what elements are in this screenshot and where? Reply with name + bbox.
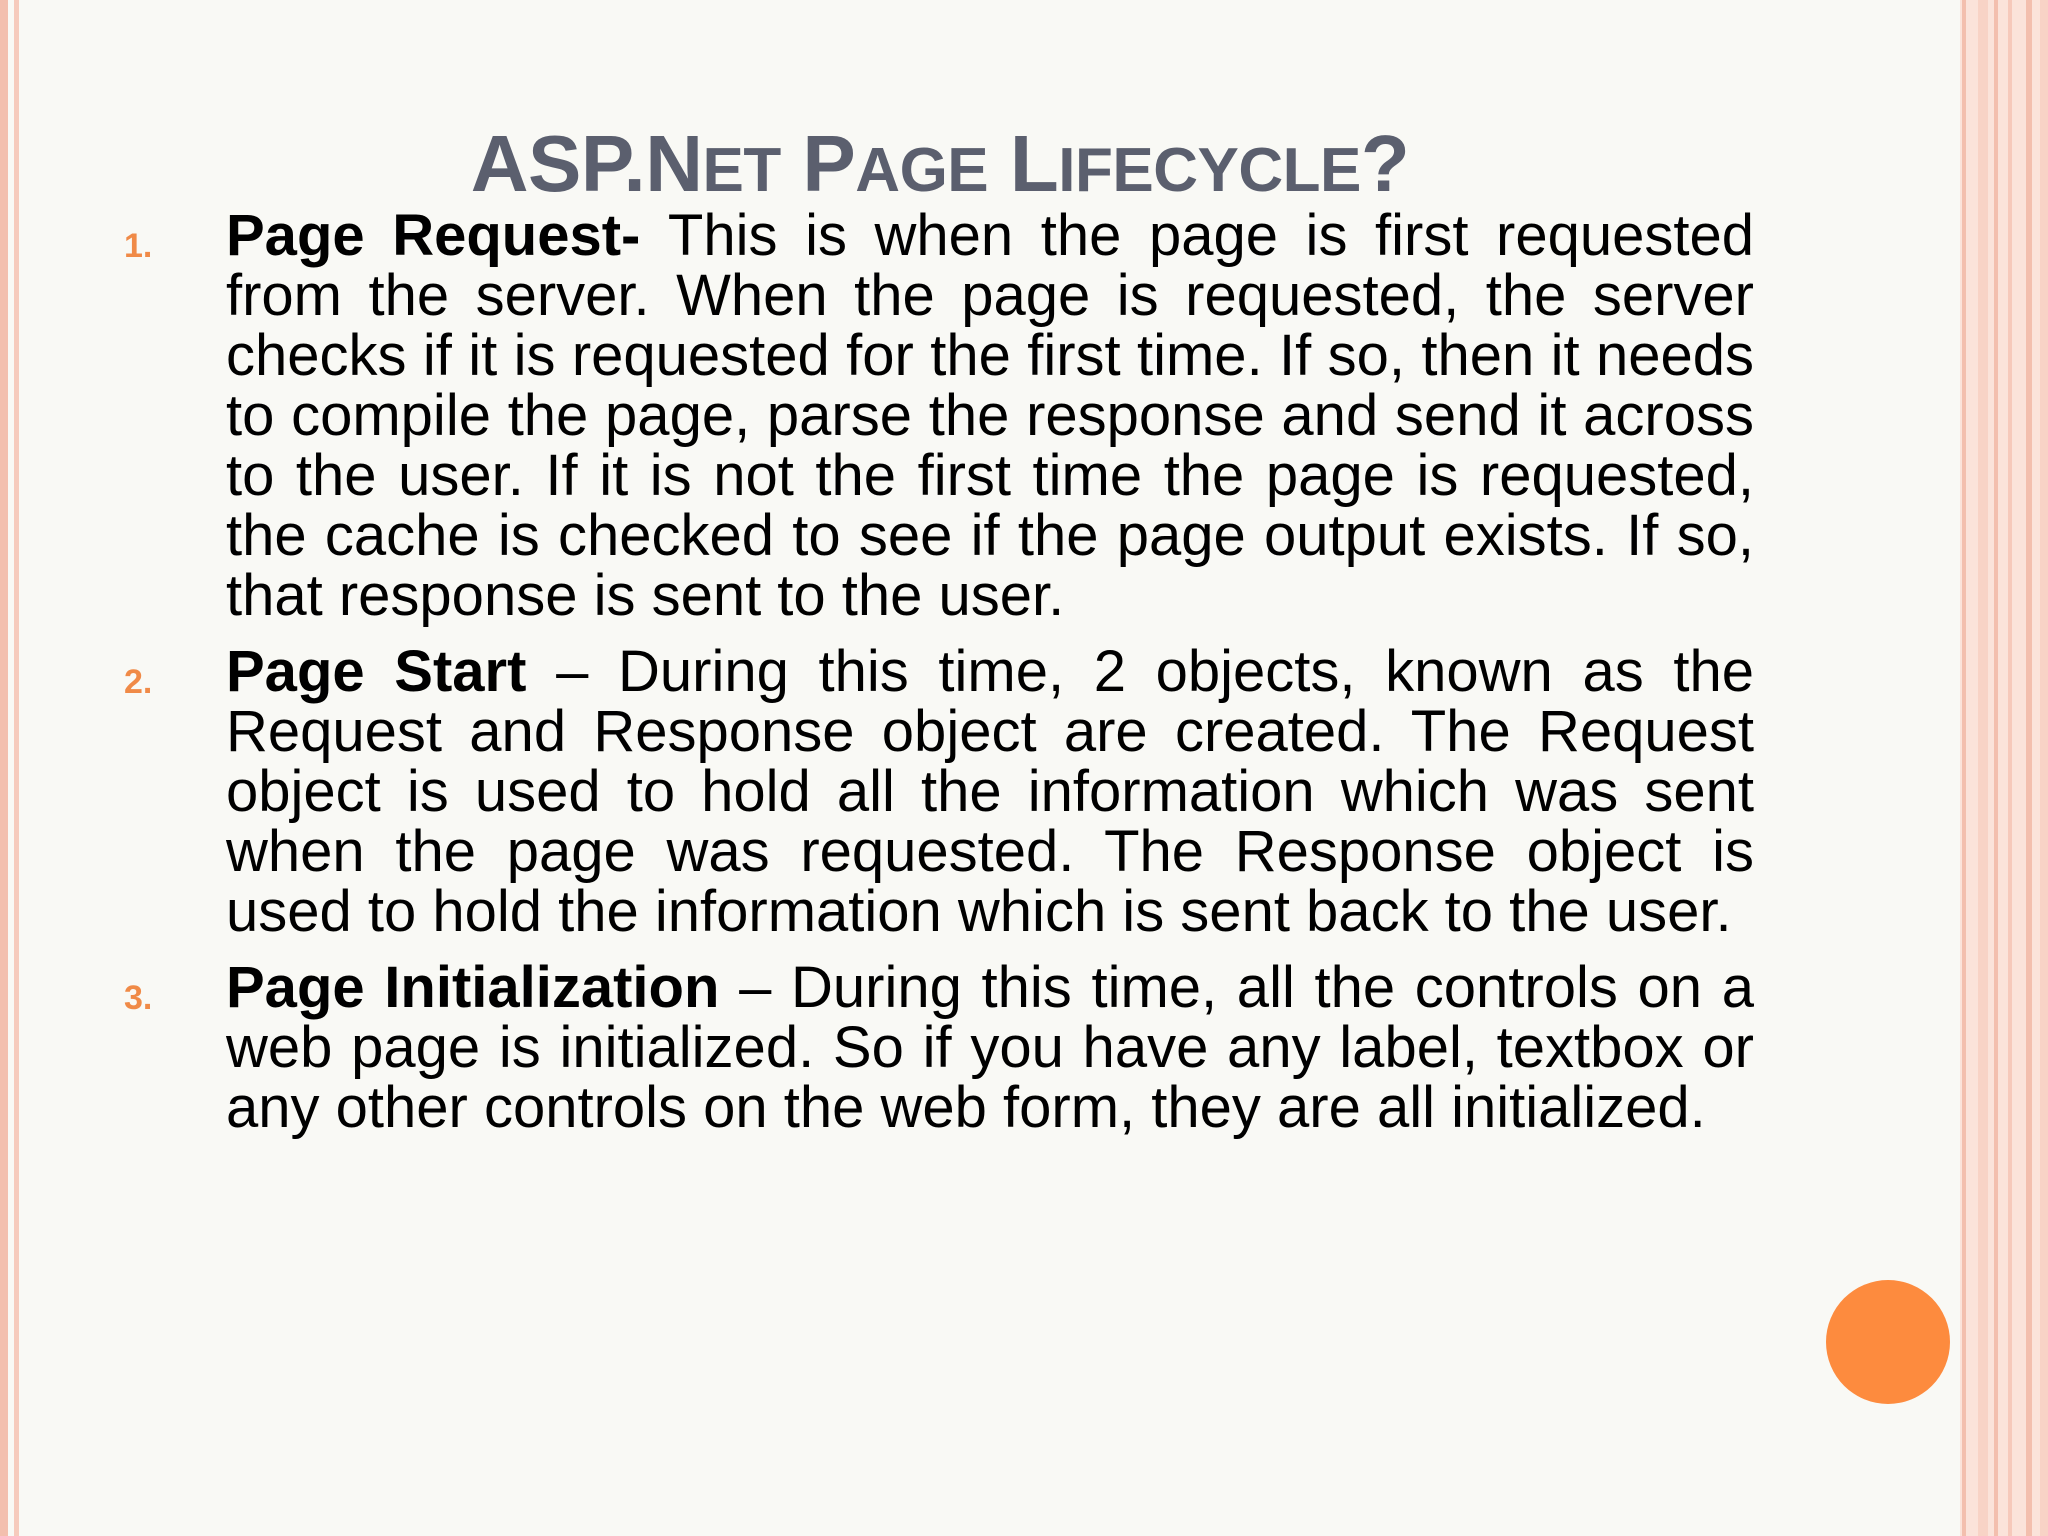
- list-number: 2.: [124, 663, 153, 701]
- numbered-list: [124, 203, 1754, 1154]
- list-item-term: Page Request: [226, 203, 622, 268]
- title-part: ET: [702, 136, 781, 205]
- title-part: P: [780, 119, 856, 208]
- list-item-term: Page Start: [226, 639, 527, 704]
- right-border-stripe: [1978, 0, 1988, 1536]
- list-item-term: Page Initialization: [226, 955, 720, 1020]
- list-item-separator: -: [621, 203, 668, 268]
- list-item-description: This is when the page is first requested from the server. When the page is requested, the server checks if it is requested for the first time. If so, then it needs to compile the page, parse the response and send it across to the user. If it is not the first time the page is requested, the cache is checked to see if the page output exists. If so, that response is sent to the user.: [226, 203, 1754, 628]
- list-item: [124, 955, 1754, 1140]
- list-item-description: During this time, all the controls on a web page is initialized. So if you have any label, textbox or any other controls on the web form, they are all initialized.: [226, 955, 1754, 1140]
- right-border-stripe: [1962, 0, 1966, 1536]
- right-border-stripe: [1994, 0, 1998, 1536]
- left-border-outer: [0, 0, 8, 1536]
- title-part: AGE: [855, 136, 989, 205]
- list-item-description: During this time, 2 objects, known as the Request and Response object are created. The Request object is used to hold all the information which was sent when the page was requested. The Response object is used to hold the information which is sent back to the user.: [226, 639, 1754, 944]
- left-border-inner: [14, 0, 19, 1536]
- right-border-band: [1960, 0, 2048, 1536]
- right-border-stripe: [2026, 0, 2032, 1536]
- title-part: IFECYCLE: [1058, 136, 1361, 205]
- title-part: ASP.N: [470, 119, 703, 208]
- list-item-separator: –: [526, 639, 618, 704]
- title-part: L: [988, 119, 1059, 208]
- right-border-stripe: [2040, 0, 2048, 1536]
- list-item: [124, 639, 1754, 944]
- list-item: [124, 203, 1754, 628]
- list-item-text: [226, 955, 1754, 1140]
- list-item-separator: –: [719, 955, 792, 1020]
- accent-circle: [1826, 1280, 1950, 1404]
- list-item-text: [226, 203, 1754, 628]
- list-number: 3.: [124, 979, 153, 1017]
- list-item-text: [226, 639, 1754, 944]
- title-part: ?: [1360, 119, 1410, 208]
- list-number: 1.: [124, 227, 153, 265]
- right-border-stripe: [2008, 0, 2012, 1536]
